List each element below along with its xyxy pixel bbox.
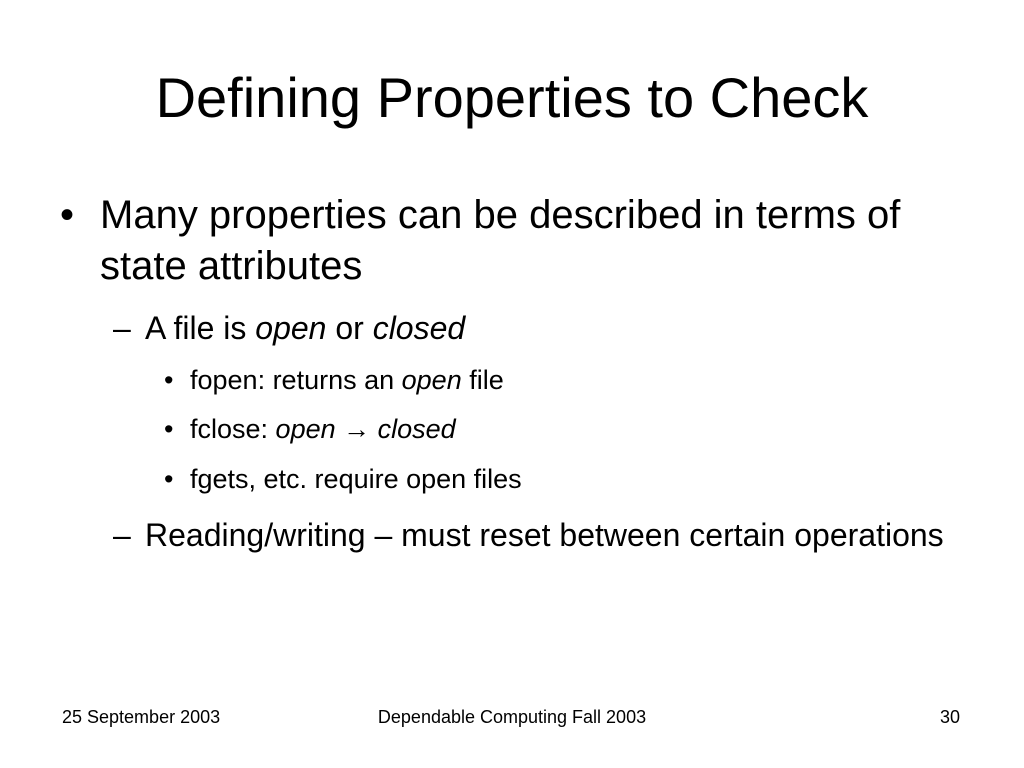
sub-bullet-reading-writing <box>113 512 953 558</box>
dash-marker: – <box>113 517 131 553</box>
sub-sub-bullet-text <box>190 362 504 398</box>
sub-bullet-text: Reading/writing – must reset between certain operations <box>145 517 944 553</box>
text-fragment: or <box>326 310 373 346</box>
emphasis-open: open <box>255 310 327 346</box>
footer-date: 25 September 2003 <box>62 707 221 727</box>
sub-sub-bullet-fgets <box>164 461 522 497</box>
bullet-marker: • <box>60 193 75 237</box>
emphasis-open: open <box>401 365 462 395</box>
bullet-level1 <box>60 190 980 292</box>
emphasis-closed: closed <box>372 310 466 346</box>
sub-sub-bullet-text <box>190 411 456 447</box>
text-fragment: fclose: <box>190 414 276 444</box>
emphasis-closed: closed <box>377 414 456 444</box>
footer-page-number: 30 <box>939 707 960 727</box>
bullet-marker: • <box>164 464 174 494</box>
footer-course: Dependable Computing Fall 2003 <box>377 707 647 727</box>
sub-sub-bullet-fclose <box>164 411 456 447</box>
text-fragment: A file is <box>145 310 256 346</box>
dash-marker: – <box>113 310 131 346</box>
sub-sub-bullet-text: fgets, etc. require open files <box>190 464 522 494</box>
text-fragment: file <box>461 365 504 395</box>
bullet-marker: • <box>164 365 174 395</box>
sub-bullet-text <box>145 305 465 351</box>
sub-sub-bullet-fopen <box>164 362 504 398</box>
text-fragment: fopen: returns an <box>190 365 402 395</box>
bullet-marker: • <box>164 414 174 444</box>
bullet-text: Many properties can be described in terms of state attributes <box>100 193 901 288</box>
emphasis-open: open <box>275 414 336 444</box>
sub-bullet-file-state <box>113 305 465 351</box>
arrow-icon: → <box>343 414 371 444</box>
slide-title: Defining Properties to Check <box>155 66 869 129</box>
